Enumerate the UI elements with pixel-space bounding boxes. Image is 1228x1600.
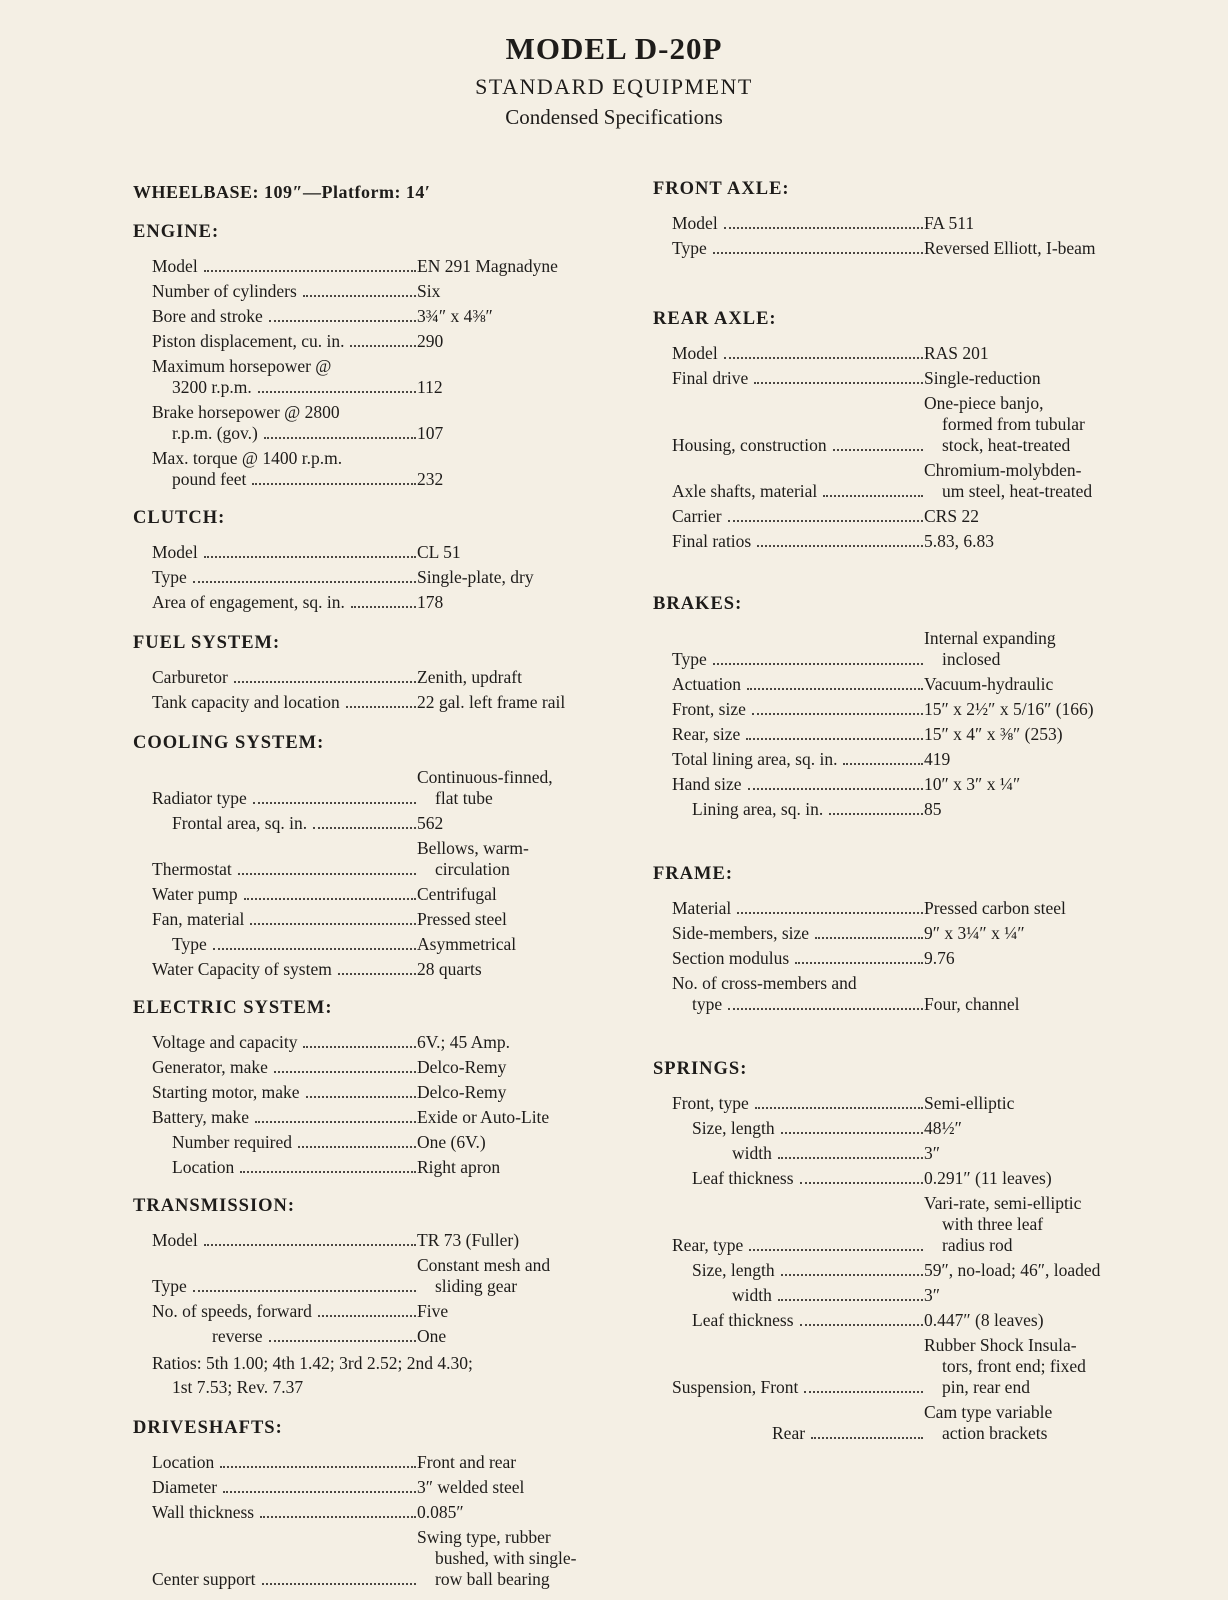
cooling-heading: COOLING SYSTEM: <box>133 733 325 753</box>
spec-value-continued: circulation <box>435 859 510 879</box>
spec-value: 232 <box>417 469 444 489</box>
spec-value: Asymmetrical <box>417 934 517 954</box>
spec-row <box>672 506 1133 527</box>
spec-row <box>152 1477 613 1498</box>
fuel-heading: FUEL SYSTEM: <box>133 633 281 653</box>
wheelbase-line: WHEELBASE: 109″—Platform: 14′ <box>133 182 431 202</box>
gear-ratios-line: Ratios: 5th 1.00; 4th 1.42; 3rd 2.52; 2nd 4.30; <box>152 1353 473 1373</box>
dot-leader <box>724 357 923 359</box>
spec-row <box>672 674 1133 695</box>
spec-label: Tank capacity and location <box>152 692 340 712</box>
driveshafts-heading: DRIVESHAFTS: <box>133 1418 283 1438</box>
engine-heading: ENGINE: <box>133 222 220 242</box>
spec-value: 3¾″ x 4⅜″ <box>417 306 493 326</box>
spec-label: type <box>692 994 723 1014</box>
spec-value: 107 <box>417 423 444 443</box>
spec-label: Thermostat <box>152 859 232 879</box>
dot-leader <box>220 1466 416 1468</box>
spec-row <box>672 213 1133 234</box>
spec-value-continued: with three leaf <box>942 1214 1044 1234</box>
dot-leader <box>262 1583 416 1585</box>
spec-value: 0.085″ <box>417 1502 464 1522</box>
spec-row <box>152 1527 613 1590</box>
dot-leader <box>250 923 416 925</box>
spec-value: 28 quarts <box>417 959 482 979</box>
dot-leader <box>204 1244 416 1246</box>
spec-value: One-piece banjo, <box>924 393 1044 413</box>
spec-value: 9″ x 3¼″ x ¼″ <box>924 923 1025 943</box>
dot-leader <box>728 520 923 522</box>
dot-leader <box>318 1315 416 1317</box>
spec-row <box>672 368 1133 389</box>
spec-row <box>672 799 1133 820</box>
spec-label: Rear, size <box>672 724 741 744</box>
right-column <box>653 177 1133 1448</box>
dot-leader <box>747 688 923 690</box>
front-axle-heading: FRONT AXLE: <box>653 179 790 199</box>
page-subtitle-2: Condensed Specifications <box>505 105 723 129</box>
spec-label: Type <box>672 238 707 258</box>
spec-value-continued: sliding gear <box>435 1276 518 1296</box>
dot-leader <box>306 1096 416 1098</box>
dot-leader <box>253 802 416 804</box>
spec-row <box>152 1082 613 1103</box>
spec-label: No. of cross-members and <box>672 973 857 993</box>
spec-row <box>672 1402 1133 1444</box>
spec-label: No. of speeds, forward <box>152 1301 312 1321</box>
spec-label: Max. torque @ 1400 r.p.m. <box>152 448 343 468</box>
front-axle-section <box>653 177 1133 259</box>
spec-value-continued: formed from tubular <box>942 414 1085 434</box>
spec-row <box>672 923 1133 944</box>
spec-value: Right apron <box>417 1157 501 1177</box>
spec-label: r.p.m. (gov.) <box>172 423 258 443</box>
engine-section <box>133 220 613 490</box>
spec-row <box>152 256 613 277</box>
dot-leader <box>757 545 923 547</box>
spec-label: Front, type <box>672 1093 749 1113</box>
spec-label: Housing, construction <box>672 435 827 455</box>
spec-label: Radiator type <box>152 788 247 808</box>
rear-axle-heading: REAR AXLE: <box>653 309 777 329</box>
spec-label: Model <box>672 213 718 233</box>
spec-row <box>672 1193 1133 1256</box>
frame-section <box>653 862 1133 1015</box>
dot-leader <box>843 763 923 765</box>
dot-leader <box>269 320 416 322</box>
spec-row <box>152 592 613 613</box>
springs-section <box>653 1057 1133 1444</box>
dot-leader <box>754 382 923 384</box>
dot-leader <box>795 962 923 964</box>
dot-leader <box>815 937 923 939</box>
spec-value-continued: radius rod <box>942 1235 1013 1255</box>
spec-value: 10″ x 3″ x ¼″ <box>924 774 1021 794</box>
spec-value: 15″ x 2½″ x 5/16″ (166) <box>924 699 1094 719</box>
dot-leader <box>258 391 416 393</box>
spec-row <box>672 749 1133 770</box>
dot-leader <box>213 948 416 950</box>
spec-row <box>152 1301 613 1322</box>
spec-label: Size, length <box>692 1118 775 1138</box>
dot-leader <box>264 437 416 439</box>
spec-value: 178 <box>417 592 444 612</box>
spec-value: 9.76 <box>924 948 955 968</box>
frame-heading: FRAME: <box>653 864 733 884</box>
dot-leader <box>811 1437 923 1439</box>
spec-label: Leaf thickness <box>692 1168 794 1188</box>
spec-label: Suspension, Front <box>672 1377 799 1397</box>
dot-leader <box>193 1290 416 1292</box>
page-subtitle: STANDARD EQUIPMENT <box>475 74 753 99</box>
spec-row <box>672 774 1133 795</box>
page-header <box>0 30 1228 130</box>
spec-label: Bore and stroke <box>152 306 263 326</box>
transmission-heading: TRANSMISSION: <box>133 1196 296 1216</box>
spec-value: 22 gal. left frame rail <box>417 692 566 712</box>
spec-row <box>672 393 1133 456</box>
dot-leader <box>724 227 923 229</box>
clutch-heading: CLUTCH: <box>133 508 226 528</box>
spec-value: TR 73 (Fuller) <box>417 1230 520 1250</box>
spec-row <box>152 356 613 398</box>
spec-value-continued: bushed, with single- <box>435 1548 577 1568</box>
spec-row <box>152 692 613 713</box>
spec-label: Total lining area, sq. in. <box>672 749 838 769</box>
spec-label: Center support <box>152 1569 256 1589</box>
spec-value: Continuous-finned, <box>417 767 553 787</box>
dot-leader <box>298 1146 416 1148</box>
spec-value-continued: flat tube <box>435 788 493 808</box>
spec-row <box>672 460 1133 502</box>
spec-label: Battery, make <box>152 1107 250 1127</box>
spec-value: Pressed carbon steel <box>924 898 1066 918</box>
spec-label: Side-members, size <box>672 923 810 943</box>
spec-value: 112 <box>417 377 443 397</box>
spec-value: Reversed Elliott, I-beam <box>924 238 1096 258</box>
spec-label: Final drive <box>672 368 749 388</box>
spec-label: 3200 r.p.m. <box>172 377 252 397</box>
spec-label: Axle shafts, material <box>672 481 818 501</box>
spec-label: Rear <box>772 1423 806 1443</box>
spec-value: 5.83, 6.83 <box>924 531 994 551</box>
spec-row <box>672 1260 1133 1281</box>
dot-leader <box>204 556 416 558</box>
spec-value: Bellows, warm- <box>417 838 529 858</box>
dot-leader <box>204 270 416 272</box>
spec-value: CL 51 <box>417 542 461 562</box>
springs-heading: SPRINGS: <box>653 1059 748 1079</box>
spec-row <box>152 838 613 880</box>
spec-label: Piston displacement, cu. in. <box>152 331 345 351</box>
dot-leader <box>823 495 923 497</box>
dot-leader <box>234 681 416 683</box>
spec-value: 3″ <box>924 1285 941 1305</box>
spec-label: pound feet <box>172 469 247 489</box>
spec-value: Exide or Auto-Lite <box>417 1107 550 1127</box>
brakes-section <box>653 592 1133 820</box>
spec-label: Final ratios <box>672 531 752 551</box>
spec-label: Front, size <box>672 699 746 719</box>
spec-value: One <box>417 1326 447 1346</box>
electric-heading: ELECTRIC SYSTEM: <box>133 998 333 1018</box>
dot-leader <box>713 252 923 254</box>
spec-value: Cam type variable <box>924 1402 1053 1422</box>
spec-value: Five <box>417 1301 449 1321</box>
cooling-system-section <box>133 731 613 980</box>
spec-value: Vacuum-hydraulic <box>924 674 1054 694</box>
spec-value: 290 <box>417 331 444 351</box>
spec-value: One (6V.) <box>417 1132 486 1152</box>
spec-value: RAS 201 <box>924 343 989 363</box>
spec-label: Lining area, sq. in. <box>692 799 824 819</box>
page-title: MODEL D-20P <box>505 31 723 66</box>
spec-value: Chromium-molybden- <box>924 460 1082 480</box>
dot-leader <box>800 1324 923 1326</box>
spec-value-continued: action brackets <box>942 1423 1048 1443</box>
spec-value-continued: inclosed <box>942 649 1001 669</box>
spec-value: Six <box>417 281 441 301</box>
spec-label: Brake horsepower @ 2800 <box>152 402 340 422</box>
spec-label: Rear, type <box>672 1235 744 1255</box>
spec-label: Carburetor <box>152 667 228 687</box>
spec-label: width <box>732 1143 772 1163</box>
spec-row <box>672 948 1133 969</box>
spec-row <box>672 1168 1133 1189</box>
spec-label: Number required <box>172 1132 293 1152</box>
spec-row <box>152 1057 613 1078</box>
spec-row <box>152 813 613 834</box>
dot-leader <box>238 873 416 875</box>
dot-leader <box>244 898 416 900</box>
dot-leader <box>193 581 416 583</box>
spec-value: Delco-Remy <box>417 1082 507 1102</box>
dot-leader <box>752 713 923 715</box>
dot-leader <box>804 1391 923 1393</box>
spec-label: Size, length <box>692 1260 775 1280</box>
spec-value-continued: um steel, heat-treated <box>942 481 1093 501</box>
dot-leader <box>829 813 923 815</box>
spec-value-continued: tors, front end; fixed <box>942 1356 1086 1376</box>
spec-label: Frontal area, sq. in. <box>172 813 308 833</box>
spec-value: Zenith, updraft <box>417 667 522 687</box>
spec-row <box>152 884 613 905</box>
dot-leader <box>833 449 923 451</box>
brakes-heading: BRAKES: <box>653 594 743 614</box>
spec-value: 562 <box>417 813 444 833</box>
transmission-section <box>133 1194 613 1398</box>
dot-leader <box>351 606 416 608</box>
spec-label: Carrier <box>672 506 722 526</box>
spec-value: Swing type, rubber <box>417 1527 551 1547</box>
spec-label: Generator, make <box>152 1057 268 1077</box>
spec-label: Location <box>172 1157 235 1177</box>
spec-label: Type <box>172 934 207 954</box>
spec-row <box>672 1285 1133 1306</box>
dot-leader <box>350 345 416 347</box>
spec-row <box>152 1502 613 1523</box>
spec-row <box>152 1107 613 1128</box>
spec-value: Four, channel <box>924 994 1020 1014</box>
spec-value-continued: stock, heat-treated <box>942 435 1071 455</box>
spec-row <box>152 767 613 809</box>
spec-row <box>152 448 613 490</box>
spec-row <box>152 1452 613 1473</box>
spec-label: Model <box>152 542 198 562</box>
spec-row <box>672 238 1133 259</box>
spec-value: Single-reduction <box>924 368 1041 388</box>
spec-label: Model <box>672 343 718 363</box>
spec-label: Model <box>152 1230 198 1250</box>
spec-label: Type <box>672 649 707 669</box>
spec-label: Fan, material <box>152 909 245 929</box>
spec-label: Water pump <box>152 884 238 904</box>
spec-value: Rubber Shock Insula- <box>924 1335 1077 1355</box>
rear-axle-section <box>653 307 1133 552</box>
dot-leader <box>778 1299 923 1301</box>
electric-system-section <box>133 996 613 1178</box>
spec-row <box>672 724 1133 745</box>
spec-label: Hand size <box>672 774 742 794</box>
dot-leader <box>303 1046 416 1048</box>
dot-leader <box>755 1107 923 1109</box>
spec-label: Section modulus <box>672 948 790 968</box>
spec-row <box>672 628 1133 670</box>
spec-label: Type <box>152 567 187 587</box>
spec-value: Constant mesh and <box>417 1255 551 1275</box>
spec-value: 6V.; 45 Amp. <box>417 1032 511 1052</box>
spec-row <box>672 1118 1133 1139</box>
spec-label: Actuation <box>672 674 742 694</box>
spec-row <box>672 699 1133 720</box>
spec-value: Internal expanding <box>924 628 1056 648</box>
clutch-section <box>133 506 613 613</box>
spec-label: Type <box>152 1276 187 1296</box>
spec-value: 0.447″ (8 leaves) <box>924 1310 1044 1330</box>
spec-value: 48½″ <box>924 1118 962 1138</box>
dot-leader <box>240 1171 416 1173</box>
spec-value: Pressed steel <box>417 909 507 929</box>
spec-label: Model <box>152 256 198 276</box>
spec-label: Maximum horsepower @ <box>152 356 332 376</box>
spec-row <box>672 531 1133 552</box>
spec-row <box>672 973 1133 1015</box>
spec-label: Material <box>672 898 732 918</box>
spec-value: 0.291″ (11 leaves) <box>924 1168 1052 1188</box>
spec-row <box>672 343 1133 364</box>
spec-value: 85 <box>924 799 942 819</box>
spec-value: Front and rear <box>417 1452 517 1472</box>
dot-leader <box>313 827 416 829</box>
dot-leader <box>781 1132 923 1134</box>
spec-value: 3″ <box>924 1143 941 1163</box>
dot-leader <box>346 706 416 708</box>
spec-row <box>672 1335 1133 1398</box>
spec-value: Delco-Remy <box>417 1057 507 1077</box>
fuel-system-section <box>133 631 613 713</box>
spec-value: Semi-elliptic <box>924 1093 1015 1113</box>
spec-row <box>152 1032 613 1053</box>
spec-row <box>672 1093 1133 1114</box>
spec-value-continued: pin, rear end <box>942 1377 1030 1397</box>
spec-value-continued: row ball bearing <box>435 1569 550 1589</box>
gear-ratios-line: 1st 7.53; Rev. 7.37 <box>172 1377 304 1397</box>
dot-leader <box>269 1340 416 1342</box>
spec-row <box>152 667 613 688</box>
spec-label: width <box>732 1285 772 1305</box>
spec-row <box>152 331 613 352</box>
spec-label: Area of engagement, sq. in. <box>152 592 345 612</box>
spec-row <box>672 1143 1133 1164</box>
spec-row <box>672 1310 1133 1331</box>
spec-value: Centrifugal <box>417 884 497 904</box>
spec-value: FA 511 <box>924 213 975 233</box>
dot-leader <box>749 1249 923 1251</box>
spec-label: Water Capacity of system <box>152 959 332 979</box>
spec-value: 3″ welded steel <box>417 1477 525 1497</box>
dot-leader <box>728 1008 923 1010</box>
spec-row <box>152 402 613 444</box>
spec-value: CRS 22 <box>924 506 979 526</box>
spec-label: Wall thickness <box>152 1502 255 1522</box>
dot-leader <box>748 788 924 790</box>
dot-leader <box>737 912 923 914</box>
spec-row <box>152 306 613 327</box>
spec-row <box>152 909 613 930</box>
spec-label: Voltage and capacity <box>152 1032 298 1052</box>
spec-value: Vari-rate, semi-elliptic <box>924 1193 1082 1213</box>
dot-leader <box>303 295 416 297</box>
spec-label: reverse <box>212 1326 263 1346</box>
spec-row <box>152 1230 613 1251</box>
left-column <box>133 180 613 1594</box>
dot-leader <box>260 1516 416 1518</box>
dot-leader <box>713 663 923 665</box>
spec-row <box>152 1157 613 1178</box>
spec-row <box>152 1255 613 1297</box>
spec-row <box>152 542 613 563</box>
spec-row <box>152 1326 613 1347</box>
dot-leader <box>274 1071 416 1073</box>
spec-row <box>672 898 1133 919</box>
spec-row <box>152 281 613 302</box>
spec-value: 15″ x 4″ x ⅜″ (253) <box>924 724 1063 744</box>
dot-leader <box>338 973 416 975</box>
spec-value: Single-plate, dry <box>417 567 534 587</box>
spec-value: EN 291 Magnadyne <box>417 256 558 276</box>
spec-row <box>152 1132 613 1153</box>
spec-label: Location <box>152 1452 215 1472</box>
dot-leader <box>223 1491 416 1493</box>
dot-leader <box>746 738 923 740</box>
spec-value: 59″, no-load; 46″, loaded <box>924 1260 1101 1280</box>
spec-row <box>152 567 613 588</box>
dot-leader <box>781 1274 923 1276</box>
spec-label: Diameter <box>152 1477 218 1497</box>
spec-value: 419 <box>924 749 951 769</box>
spec-label: Leaf thickness <box>692 1310 794 1330</box>
dot-leader <box>778 1157 923 1159</box>
dot-leader <box>252 483 416 485</box>
spec-row <box>152 959 613 980</box>
spec-row <box>152 934 613 955</box>
dot-leader <box>800 1182 923 1184</box>
spec-label: Number of cylinders <box>152 281 297 301</box>
spec-label: Starting motor, make <box>152 1082 300 1102</box>
dot-leader <box>255 1121 416 1123</box>
driveshafts-section <box>133 1416 613 1590</box>
